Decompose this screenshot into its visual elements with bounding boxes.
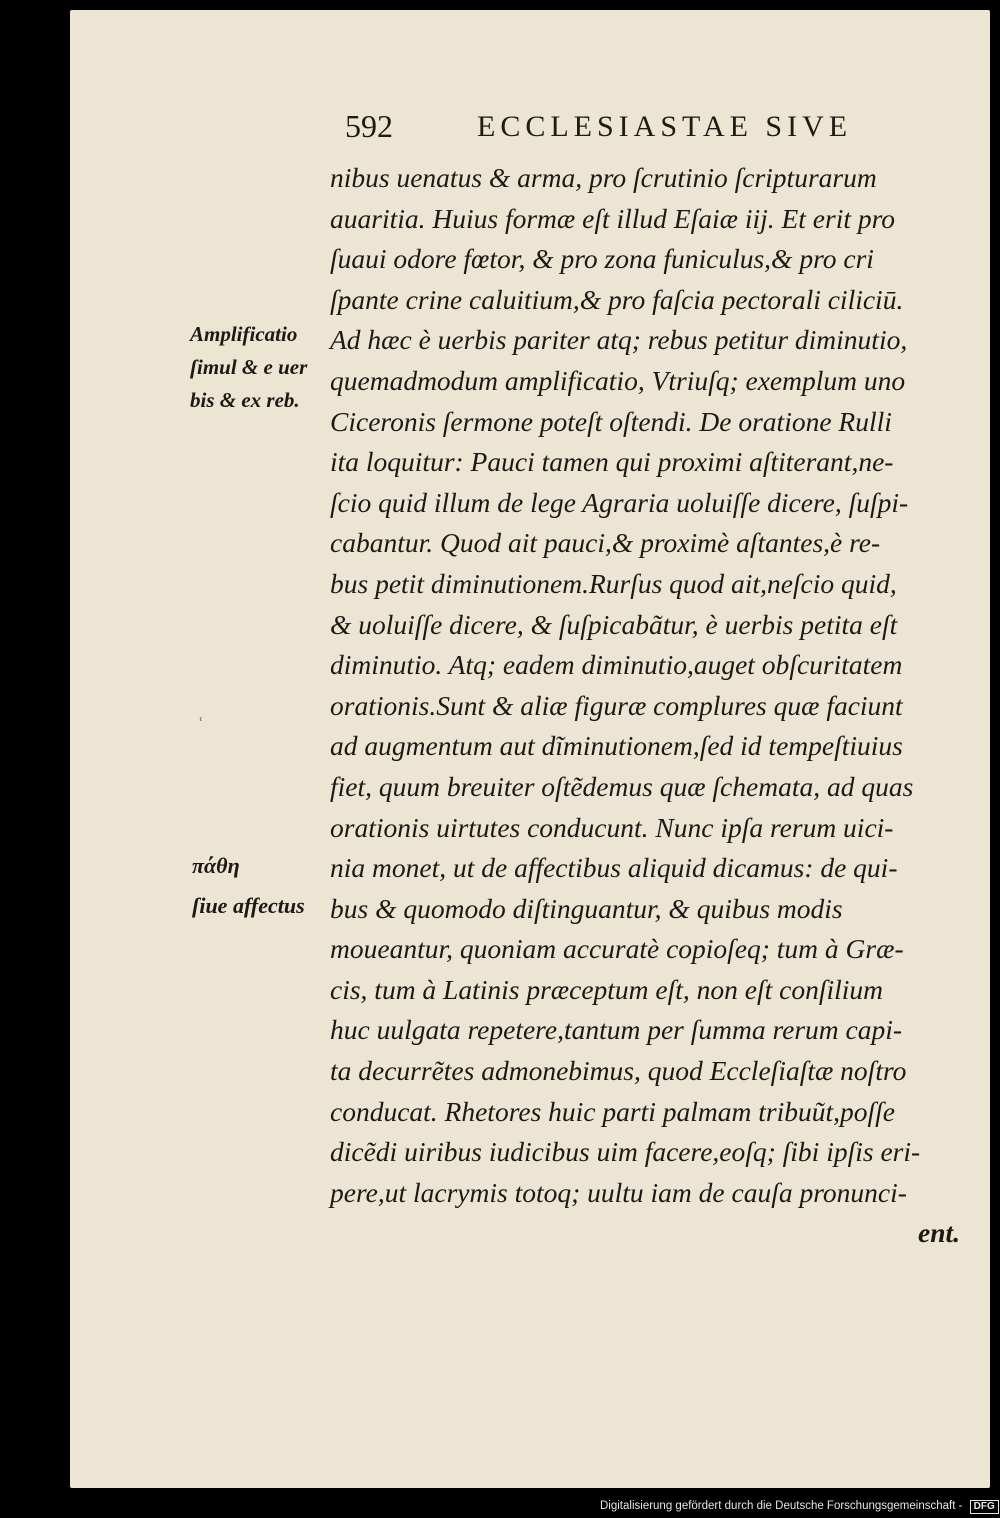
text-line: & uoluiſſe dicere, & ſuſpicabãtur, è uerbis petita eſt — [330, 608, 898, 640]
text-line: diminutio. Atq; eadem diminutio,auget obſcuritatem — [330, 649, 903, 681]
catchword: ent. — [917, 1217, 960, 1249]
text-line: nia monet, ut de affectibus aliquid dicamus: de qui- — [330, 852, 898, 884]
text-line: ſcio quid illum de lege Agraria uoluiſſe dicere, ſuſpi- — [330, 486, 909, 518]
dfg-logo: DFG — [970, 1500, 999, 1514]
digitization-credit — [600, 1500, 999, 1514]
text-line: Ad hæc è uerbis pariter atq; rebus petitur diminutio, — [330, 324, 908, 356]
text-line: auaritia. Huius formæ eſt illud Eſaiæ iij. Et erit pro — [330, 202, 896, 234]
text-line: ta decurrẽtes admonebimus, quod Eccleſiaſtæ noſtro — [330, 1055, 907, 1087]
text-line: dicẽdi uiribus iudicibus uim facere,eoſq; ſibi ipſis eri- — [330, 1136, 921, 1168]
text-line: fiet, quum breuiter oſtẽdemus quæ ſchemata, ad quas — [330, 770, 914, 802]
marginal-line: πάθη — [192, 853, 240, 878]
page-header — [345, 108, 905, 152]
marginal-note-affectus — [192, 846, 305, 926]
text-line: nibus uenatus & arma, pro ſcrutinio ſcripturarum — [330, 162, 877, 193]
text-line: quemadmodum amplificatio, Vtriuſq; exemplum uno — [330, 364, 906, 396]
text-line: bus & quomodo diſtinguantur, & quibus modis — [330, 892, 843, 924]
marginal-line: bis & ex reb. — [190, 388, 300, 412]
text-line: huc uulgata repetere,tantum per ſumma rerum capi- — [330, 1014, 903, 1046]
marginal-line: ſiue affectus — [192, 893, 305, 918]
marginal-line: ſimul & e uer — [190, 355, 308, 379]
text-line: cabantur. Quod ait pauci,& proximè aſtantes,è re- — [330, 527, 881, 559]
text-line: Ciceronis ſermone poteſt oſtendi. De oratione Rulli — [330, 405, 892, 437]
credit-text: Digitalisierung gefördert durch die Deutsche Forschungsgemeinschaft - — [600, 1500, 963, 1512]
text-line: ita loquitur: Pauci tamen qui proximi aſtiterant,ne- — [330, 446, 894, 478]
text-line: ſpante crine caluitium,& pro faſcia pectorali ciliciū. — [330, 283, 904, 315]
text-line: pere,ut lacrymis totoq; uultu iam de cauſa pronunci- — [330, 1176, 907, 1208]
body-text — [330, 158, 975, 1254]
running-head: ECCLESIASTAE SIVE — [477, 110, 853, 143]
text-line: cis, tum à Latinis præceptum eſt, non eſt conſilium — [330, 973, 884, 1005]
marginal-note-amplificatio — [190, 318, 307, 417]
text-line: ad augmentum aut dĩminutionem,ſed id tempeſtiuius — [330, 730, 903, 762]
marginal-line: Amplificatio — [190, 322, 298, 346]
page-number: 592 — [345, 108, 393, 144]
text-line: conducat. Rhetores huic parti palmam tribuũt,poſſe — [330, 1095, 895, 1127]
text-line: bus petit diminutionem.Rurſus quod ait,neſcio quid, — [330, 567, 897, 599]
text-line: orationis uirtutes conducunt. Nunc ipſa rerum uici- — [330, 811, 894, 843]
stray-mark: ʿ — [199, 716, 204, 732]
text-line: orationis.Sunt & aliæ figuræ complures quæ faciunt — [330, 689, 903, 721]
text-line: moueantur, quoniam accuratè copioſeq; tum à Græ- — [330, 933, 904, 965]
text-line: ſuaui odore fœtor, & pro zona funiculus,& pro cri — [330, 243, 874, 275]
